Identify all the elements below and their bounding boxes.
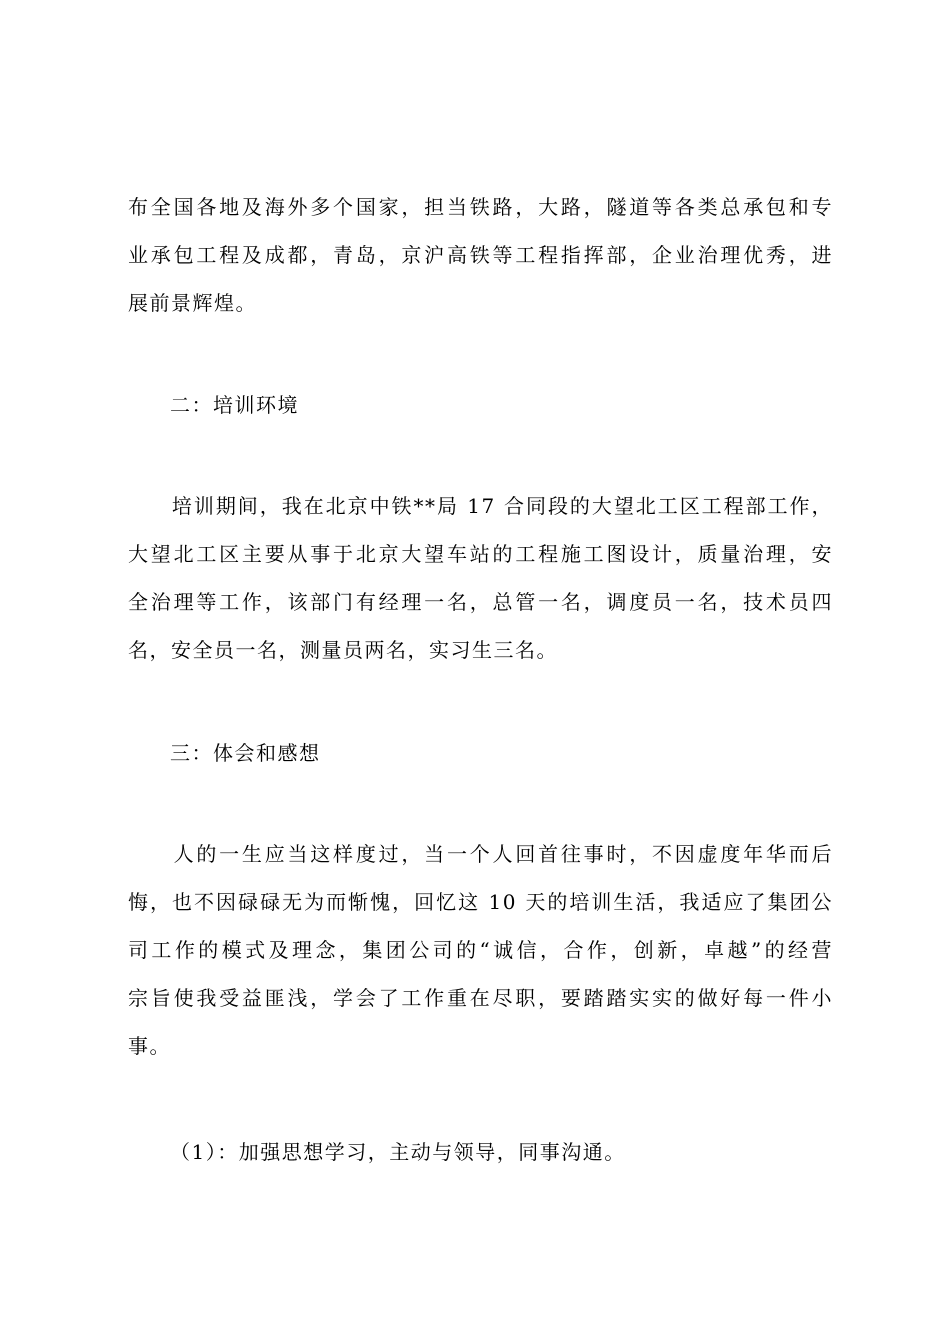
text-line: 培训期间，我在北京中铁**局 17 合同段的大望北工区工程部工作， [128, 494, 833, 518]
text-line: 业承包工程及成都，青岛，京沪高铁等工程指挥部，企业治理优秀，进 [128, 243, 833, 267]
section-heading-reflections: 三：体会和感想 [170, 741, 321, 765]
list-item-1: （1）：加强思想学习，主动与领导，同事沟通。 [170, 1140, 626, 1164]
text-line: 悔，也不因碌碌无为而惭愧，回忆这 10 天的培训生活，我适应了集团公 [128, 890, 833, 914]
paragraph-company-intro [128, 183, 833, 327]
paragraph-reflections [128, 830, 833, 1070]
text-line: 大望北工区主要从事于北京大望车站的工程施工图设计，质量治理，安 [128, 542, 833, 566]
text-line: 人的一生应当这样度过，当一个人回首往事时，不因虚度年华而后 [128, 842, 833, 866]
paragraph-training-environment [128, 482, 833, 674]
text-line: 事。 [128, 1034, 171, 1058]
text-line: 全治理等工作，该部门有经理一名，总管一名，调度员一名，技术员四 [128, 590, 833, 614]
section-heading-training-environment: 二：培训环境 [170, 393, 299, 417]
text-line: 司工作的模式及理念，集团公司的“诚信，合作，创新，卓越”的经营 [128, 938, 833, 962]
text-line: 布全国各地及海外多个国家，担当铁路，大路，隧道等各类总承包和专 [128, 195, 833, 219]
text-line: 宗旨使我受益匪浅，学会了工作重在尽职，要踏踏实实的做好每一件小 [128, 986, 833, 1010]
text-line: 名，安全员一名，测量员两名，实习生三名。 [128, 638, 558, 662]
text-line: 展前景辉煌。 [128, 291, 257, 315]
